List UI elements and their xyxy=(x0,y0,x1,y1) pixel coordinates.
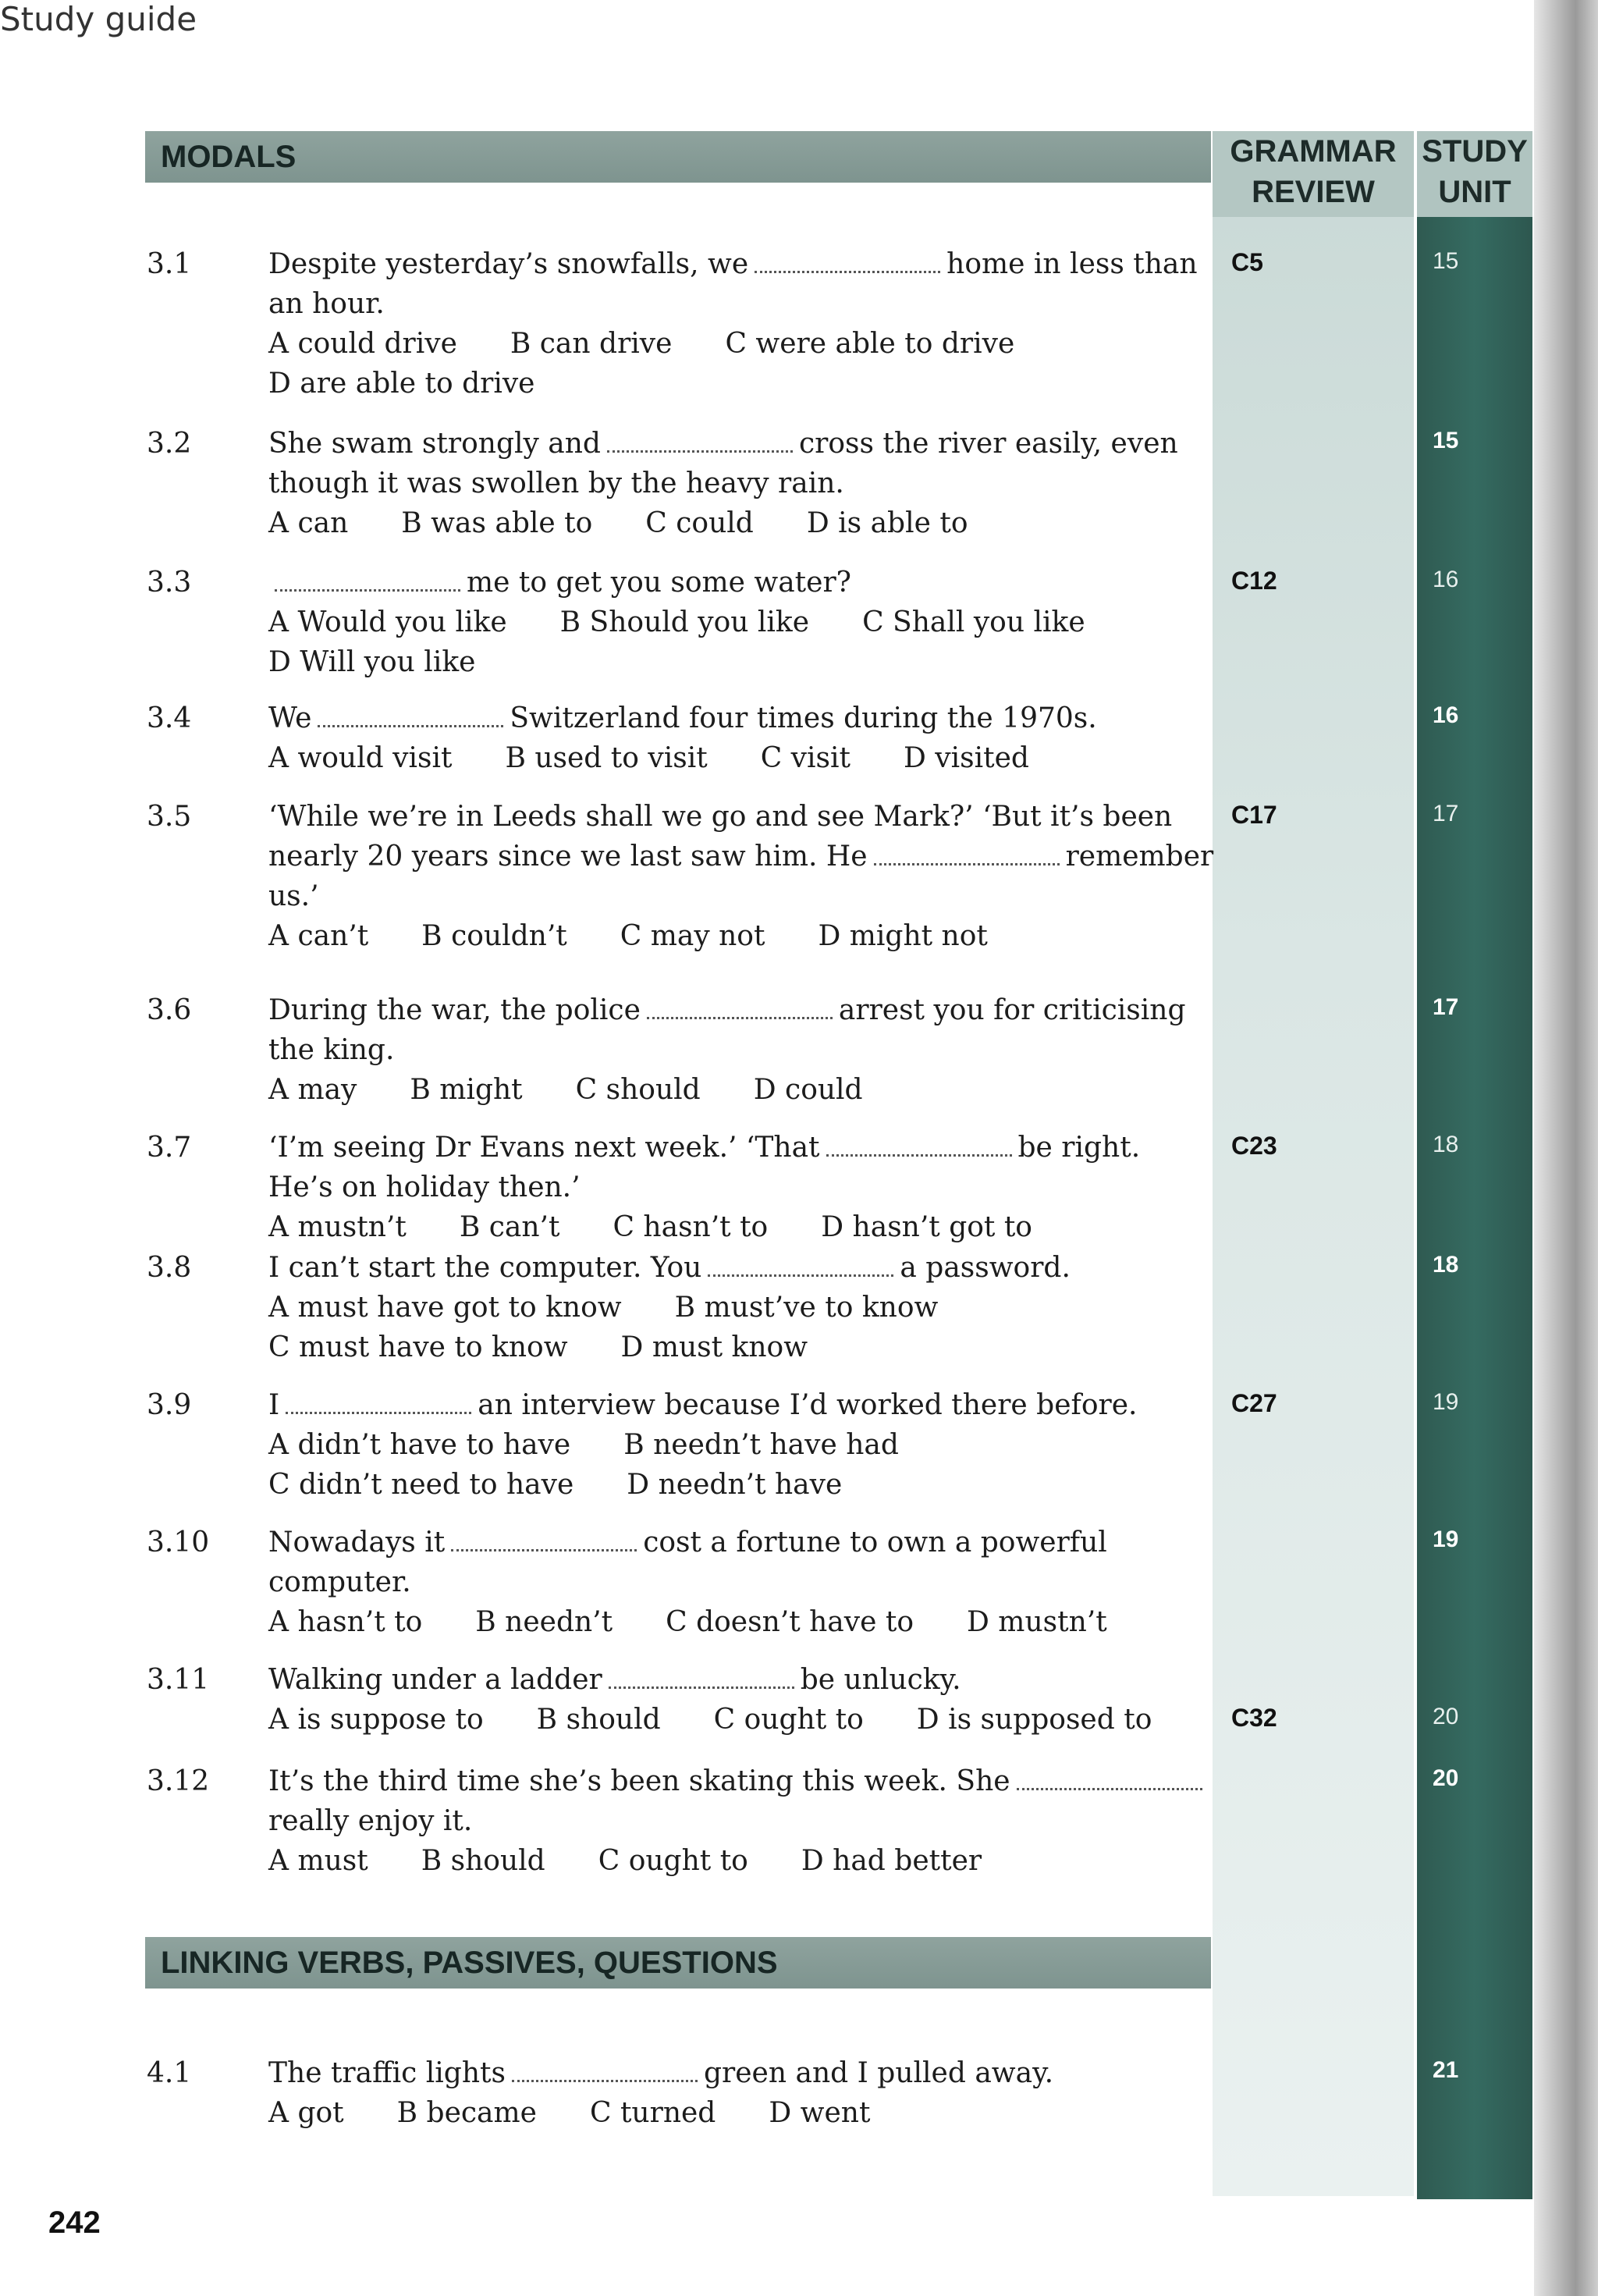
answer-options-line xyxy=(268,646,528,678)
answer-options-line xyxy=(268,1469,895,1501)
study-unit-header-line: UNIT xyxy=(1438,175,1511,209)
answer-option: B must’ve to know xyxy=(674,1292,939,1324)
question-text-line xyxy=(268,1171,581,1203)
answer-options-line xyxy=(268,920,1041,952)
question-number: 3.12 xyxy=(147,1765,210,1797)
question-text: We xyxy=(268,702,312,734)
grammar-review-ref: C12 xyxy=(1231,567,1277,595)
grammar-review-ref: C23 xyxy=(1231,1132,1277,1160)
study-unit-header-line: STUDY xyxy=(1422,134,1528,169)
study-unit-header xyxy=(1417,131,1532,217)
answer-option: A can xyxy=(268,507,349,539)
study-unit-ref: 20 xyxy=(1433,1765,1459,1791)
answer-option: A hasn’t to xyxy=(268,1606,423,1638)
answer-option: A can’t xyxy=(268,920,369,952)
question-text: During the war, the police xyxy=(268,994,641,1026)
question-text: home in less than xyxy=(946,248,1198,280)
question-text-line xyxy=(268,801,1172,833)
section-header-modals: MODALS xyxy=(145,131,1211,183)
answer-option: C should xyxy=(575,1074,701,1106)
question-text: an hour. xyxy=(268,288,385,320)
question-text: computer. xyxy=(268,1566,411,1598)
question-text-line xyxy=(268,702,1097,734)
answer-options-line xyxy=(268,1292,991,1324)
question-number: 3.10 xyxy=(147,1527,210,1559)
question-number: 3.2 xyxy=(147,428,192,460)
study-unit-ref: 20 xyxy=(1433,1704,1459,1729)
answer-option: A didn’t have to have xyxy=(268,1429,571,1461)
question-text: an interview because I’d worked there before. xyxy=(478,1389,1138,1421)
question-number: 3.7 xyxy=(147,1132,192,1164)
answer-option: D is supposed to xyxy=(916,1704,1152,1736)
answer-option: B was able to xyxy=(401,507,593,539)
answer-option: A could drive xyxy=(268,328,457,360)
answer-blank xyxy=(451,1527,637,1551)
study-unit-ref: 15 xyxy=(1433,428,1459,453)
question-text: ‘I’m seeing Dr Evans next week.’ ‘That xyxy=(268,1132,820,1164)
question-text: cross the river easily, even xyxy=(798,428,1178,460)
answer-options-line xyxy=(268,1704,1205,1736)
question-number: 3.3 xyxy=(147,567,192,599)
question-text-line xyxy=(268,1805,472,1837)
answer-option: A got xyxy=(268,2097,344,2129)
study-unit-ref: 19 xyxy=(1433,1527,1459,1552)
answer-option: A mustn’t xyxy=(268,1211,407,1243)
answer-option: B used to visit xyxy=(505,742,708,774)
question-text-line xyxy=(268,248,1198,280)
question-number: 3.8 xyxy=(147,1252,192,1284)
study-unit-ref: 17 xyxy=(1433,801,1459,826)
study-unit-ref: 16 xyxy=(1433,567,1459,592)
answer-option: B should xyxy=(421,1845,545,1877)
question-text: green and I pulled away. xyxy=(703,2057,1054,2089)
answer-option: D mustn’t xyxy=(967,1606,1107,1638)
question-text-line xyxy=(268,288,385,320)
answer-options-line xyxy=(268,1074,916,1106)
question-number: 3.1 xyxy=(147,248,192,280)
answer-option: D had better xyxy=(801,1845,982,1877)
answer-option: D is able to xyxy=(806,507,968,539)
answer-options-line xyxy=(268,742,1082,774)
grammar-review-header-line: REVIEW xyxy=(1252,175,1375,209)
grammar-review-header xyxy=(1213,131,1414,217)
answer-option: B can drive xyxy=(510,328,673,360)
question-text: arrest you for criticising xyxy=(838,994,1186,1026)
answer-option: D might not xyxy=(818,920,988,952)
answer-options-line xyxy=(268,1606,1160,1638)
answer-option: D must know xyxy=(620,1331,808,1363)
question-text-line xyxy=(268,994,1186,1026)
question-text-line xyxy=(268,2057,1053,2089)
question-text: the king. xyxy=(268,1034,395,1066)
question-text: Nowadays it xyxy=(268,1527,446,1559)
question-text: Despite yesterday’s snowfalls, we xyxy=(268,248,749,280)
question-text: remember xyxy=(1065,841,1214,873)
question-text: It’s the third time she’s been skating this week. She xyxy=(268,1765,1010,1797)
answer-option: D needn’t have xyxy=(627,1469,843,1501)
answer-options-line xyxy=(268,328,1067,360)
answer-option: D went xyxy=(769,2097,871,2129)
study-unit-ref: 17 xyxy=(1433,994,1459,1020)
study-unit-ref: 18 xyxy=(1433,1132,1459,1157)
question-text-line xyxy=(268,880,319,912)
question-text: Walking under a ladder xyxy=(268,1664,602,1696)
answer-option: D visited xyxy=(903,742,1029,774)
answer-option: B became xyxy=(396,2097,537,2129)
question-number: 3.11 xyxy=(147,1664,210,1696)
question-text: cost a fortune to own a powerful xyxy=(643,1527,1107,1559)
question-text: I xyxy=(268,1389,280,1421)
question-text: I can’t start the computer. You xyxy=(268,1252,702,1284)
study-unit-ref: 18 xyxy=(1433,1252,1459,1278)
answer-option: C hasn’t to xyxy=(613,1211,769,1243)
grammar-review-ref: C27 xyxy=(1231,1389,1277,1417)
study-unit-ref: 21 xyxy=(1433,2057,1459,2083)
answer-options-line xyxy=(268,507,1021,539)
answer-option: A Would you like xyxy=(268,606,507,638)
answer-blank xyxy=(826,1132,1012,1157)
answer-blank xyxy=(1017,1766,1202,1790)
answer-blank xyxy=(609,1665,794,1689)
answer-option: B can’t xyxy=(459,1211,560,1243)
answer-option: C turned xyxy=(589,2097,716,2129)
question-text-line xyxy=(268,428,1178,460)
question-text: me to get you some water? xyxy=(467,567,851,599)
answer-option: D are able to drive xyxy=(268,368,535,400)
grammar-review-ref: C32 xyxy=(1231,1704,1277,1732)
question-text-line xyxy=(268,1389,1137,1421)
answer-blank xyxy=(275,567,460,592)
question-text-line xyxy=(268,1527,1107,1559)
answer-option: B might xyxy=(410,1074,523,1106)
answer-options-line xyxy=(268,368,588,400)
answer-option: A is suppose to xyxy=(268,1704,484,1736)
answer-option: B should xyxy=(536,1704,661,1736)
question-text-line xyxy=(268,1034,394,1066)
answer-option: B needn’t have had xyxy=(623,1429,899,1461)
question-text: be right. xyxy=(1017,1132,1141,1164)
question-text: ‘While we’re in Leeds shall we go and see Mark?’ ‘But it’s been xyxy=(268,801,1173,833)
answer-blank xyxy=(874,841,1060,865)
question-text: us.’ xyxy=(268,880,319,912)
study-unit-ref: 16 xyxy=(1433,702,1459,728)
answer-option: B needn’t xyxy=(475,1606,613,1638)
study-unit-ref: 19 xyxy=(1433,1389,1459,1415)
answer-options-line xyxy=(268,1845,1035,1877)
question-text-line xyxy=(268,1664,961,1696)
study-unit-ref: 15 xyxy=(1433,248,1459,274)
question-text: be unlucky. xyxy=(800,1664,961,1696)
question-number: 3.5 xyxy=(147,801,192,833)
answer-options-line xyxy=(268,1429,952,1461)
answer-options-line xyxy=(268,606,1138,638)
answer-option: C were able to drive xyxy=(725,328,1015,360)
grammar-review-column xyxy=(1213,131,1414,2196)
page-edge-shadow xyxy=(1534,0,1598,2296)
answer-options-line xyxy=(268,2097,923,2129)
answer-option: A may xyxy=(268,1074,357,1106)
answer-options-line xyxy=(268,1211,1085,1243)
answer-blank xyxy=(512,2058,698,2082)
answer-option: D Will you like xyxy=(268,646,476,678)
grammar-review-ref: C17 xyxy=(1231,801,1277,829)
grammar-review-header-line: GRAMMAR xyxy=(1230,134,1397,169)
answer-option: C Shall you like xyxy=(862,606,1085,638)
question-text: Switzerland four times during the 1970s. xyxy=(510,702,1097,734)
question-text-line xyxy=(268,841,1213,873)
answer-blank xyxy=(318,703,503,727)
answer-option: B Should you like xyxy=(559,606,810,638)
question-text: a password. xyxy=(900,1252,1071,1284)
grammar-review-ref: C5 xyxy=(1231,248,1263,276)
answer-blank xyxy=(607,428,793,453)
question-text: though it was swollen by the heavy rain. xyxy=(268,467,844,499)
answer-option: C didn’t need to have xyxy=(268,1469,574,1501)
question-number: 3.9 xyxy=(147,1389,192,1421)
question-text: She swam strongly and xyxy=(268,428,601,460)
question-number: 4.1 xyxy=(147,2057,192,2089)
answer-option: A would visit xyxy=(268,742,453,774)
question-number: 3.4 xyxy=(147,702,192,734)
answer-blank xyxy=(708,1253,893,1277)
answer-option: C may not xyxy=(620,920,765,952)
question-text-line xyxy=(268,467,844,499)
answer-option: C doesn’t have to xyxy=(666,1606,914,1638)
answer-option: D hasn’t got to xyxy=(821,1211,1032,1243)
question-text-line xyxy=(268,1252,1071,1284)
question-number: 3.6 xyxy=(147,994,192,1026)
answer-option: C ought to xyxy=(713,1704,864,1736)
answer-option: B couldn’t xyxy=(421,920,567,952)
answer-option: C must have to know xyxy=(268,1331,568,1363)
answer-option: C ought to xyxy=(598,1845,748,1877)
running-head: Study guide xyxy=(0,0,197,38)
answer-option: A must have got to know xyxy=(268,1292,622,1324)
answer-option: A must xyxy=(268,1845,368,1877)
question-text: nearly 20 years since we last saw him. He xyxy=(268,841,868,873)
answer-option: D could xyxy=(753,1074,863,1106)
question-text-line xyxy=(268,1132,1140,1164)
answer-blank xyxy=(647,995,833,1019)
question-text: The traffic lights xyxy=(268,2057,506,2089)
section-header-linking-verbs: LINKING VERBS, PASSIVES, QUESTIONS xyxy=(145,1937,1211,1989)
question-text-line xyxy=(268,1765,1209,1797)
question-text-line xyxy=(268,1566,411,1598)
answer-blank xyxy=(755,249,940,273)
question-text: really enjoy it. xyxy=(268,1805,473,1837)
question-text: He’s on holiday then.’ xyxy=(268,1171,581,1203)
answer-blank xyxy=(286,1390,471,1414)
answer-options-line xyxy=(268,1331,861,1363)
answer-option: C could xyxy=(645,507,754,539)
answer-option: C visit xyxy=(760,742,850,774)
page-number: 242 xyxy=(48,2205,101,2240)
question-text-line xyxy=(268,567,851,599)
